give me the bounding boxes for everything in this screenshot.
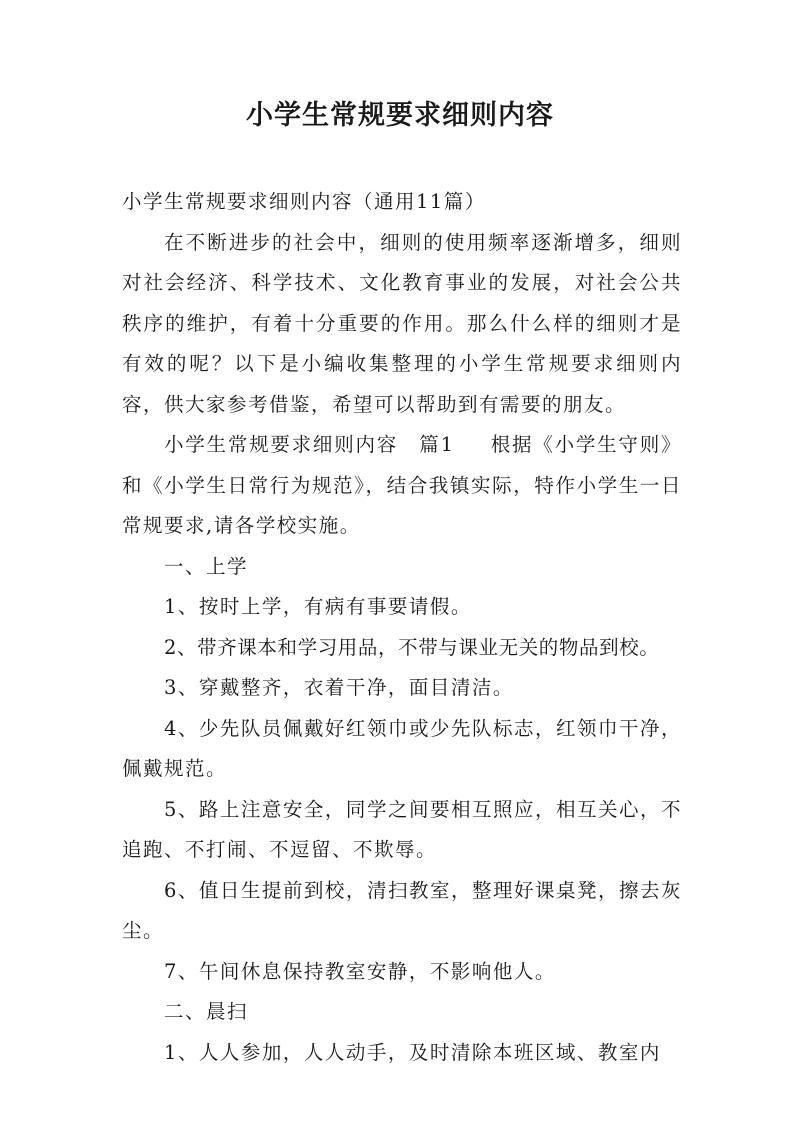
chapter-text: 根据《小学生守则》和《小学生日常行为规范》，结合我镇实际，特作小学生一日常规要求,请各学校实施。 [122,433,682,537]
list-item: 4、少先队员佩戴好红领巾或少先队标志，红领巾干净，佩戴规范。 [122,716,682,780]
list-item: 1、按时上学，有病有事要请假。 [164,595,472,618]
list-item: 7、午间休息保持教室安静，不影响他人。 [164,959,556,983]
list-item: 2、带齐课本和学习用品，不带与课业无关的物品到校。 [164,635,660,659]
document-body [122,182,682,1073]
chapter-label: 小学生常规要求细则内容 篇1 [164,433,455,456]
list-item: 1、人人参加，人人动手，及时清除本班区域、教室内 [164,1040,661,1064]
section-heading: 一、上学 [164,554,249,578]
intro-paragraph: 在不断进步的社会中，细则的使用频率逐渐增多，细则对社会经济、科学技术、文化教育事业的发展，对社会公共秩序的维护，有着十分重要的作用。那么什么样的细则才是有效的呢？以下是小编收集整理的小学生常规要求细则内容，供大家参考借鉴，希望可以帮助到有需要的朋友。 [122,230,682,416]
chapter-paragraph [122,425,682,547]
list-item: 6、值日生提前到校，清扫教室，整理好课桌凳，擦去灰尘。 [122,878,682,942]
list-item: 3、穿戴整齐，衣着干净，面目清洁。 [164,676,514,699]
section-heading: 二、晨扫 [164,1000,249,1023]
list-item: 5、路上注意安全，同学之间要相互照应，相互关心，不追跑、不打闹、不逗留、不欺辱。 [122,797,682,861]
document-title: 小学生常规要求细则内容 [246,100,554,131]
document-subtitle: 小学生常规要求细则内容（通用11篇） [122,190,486,213]
